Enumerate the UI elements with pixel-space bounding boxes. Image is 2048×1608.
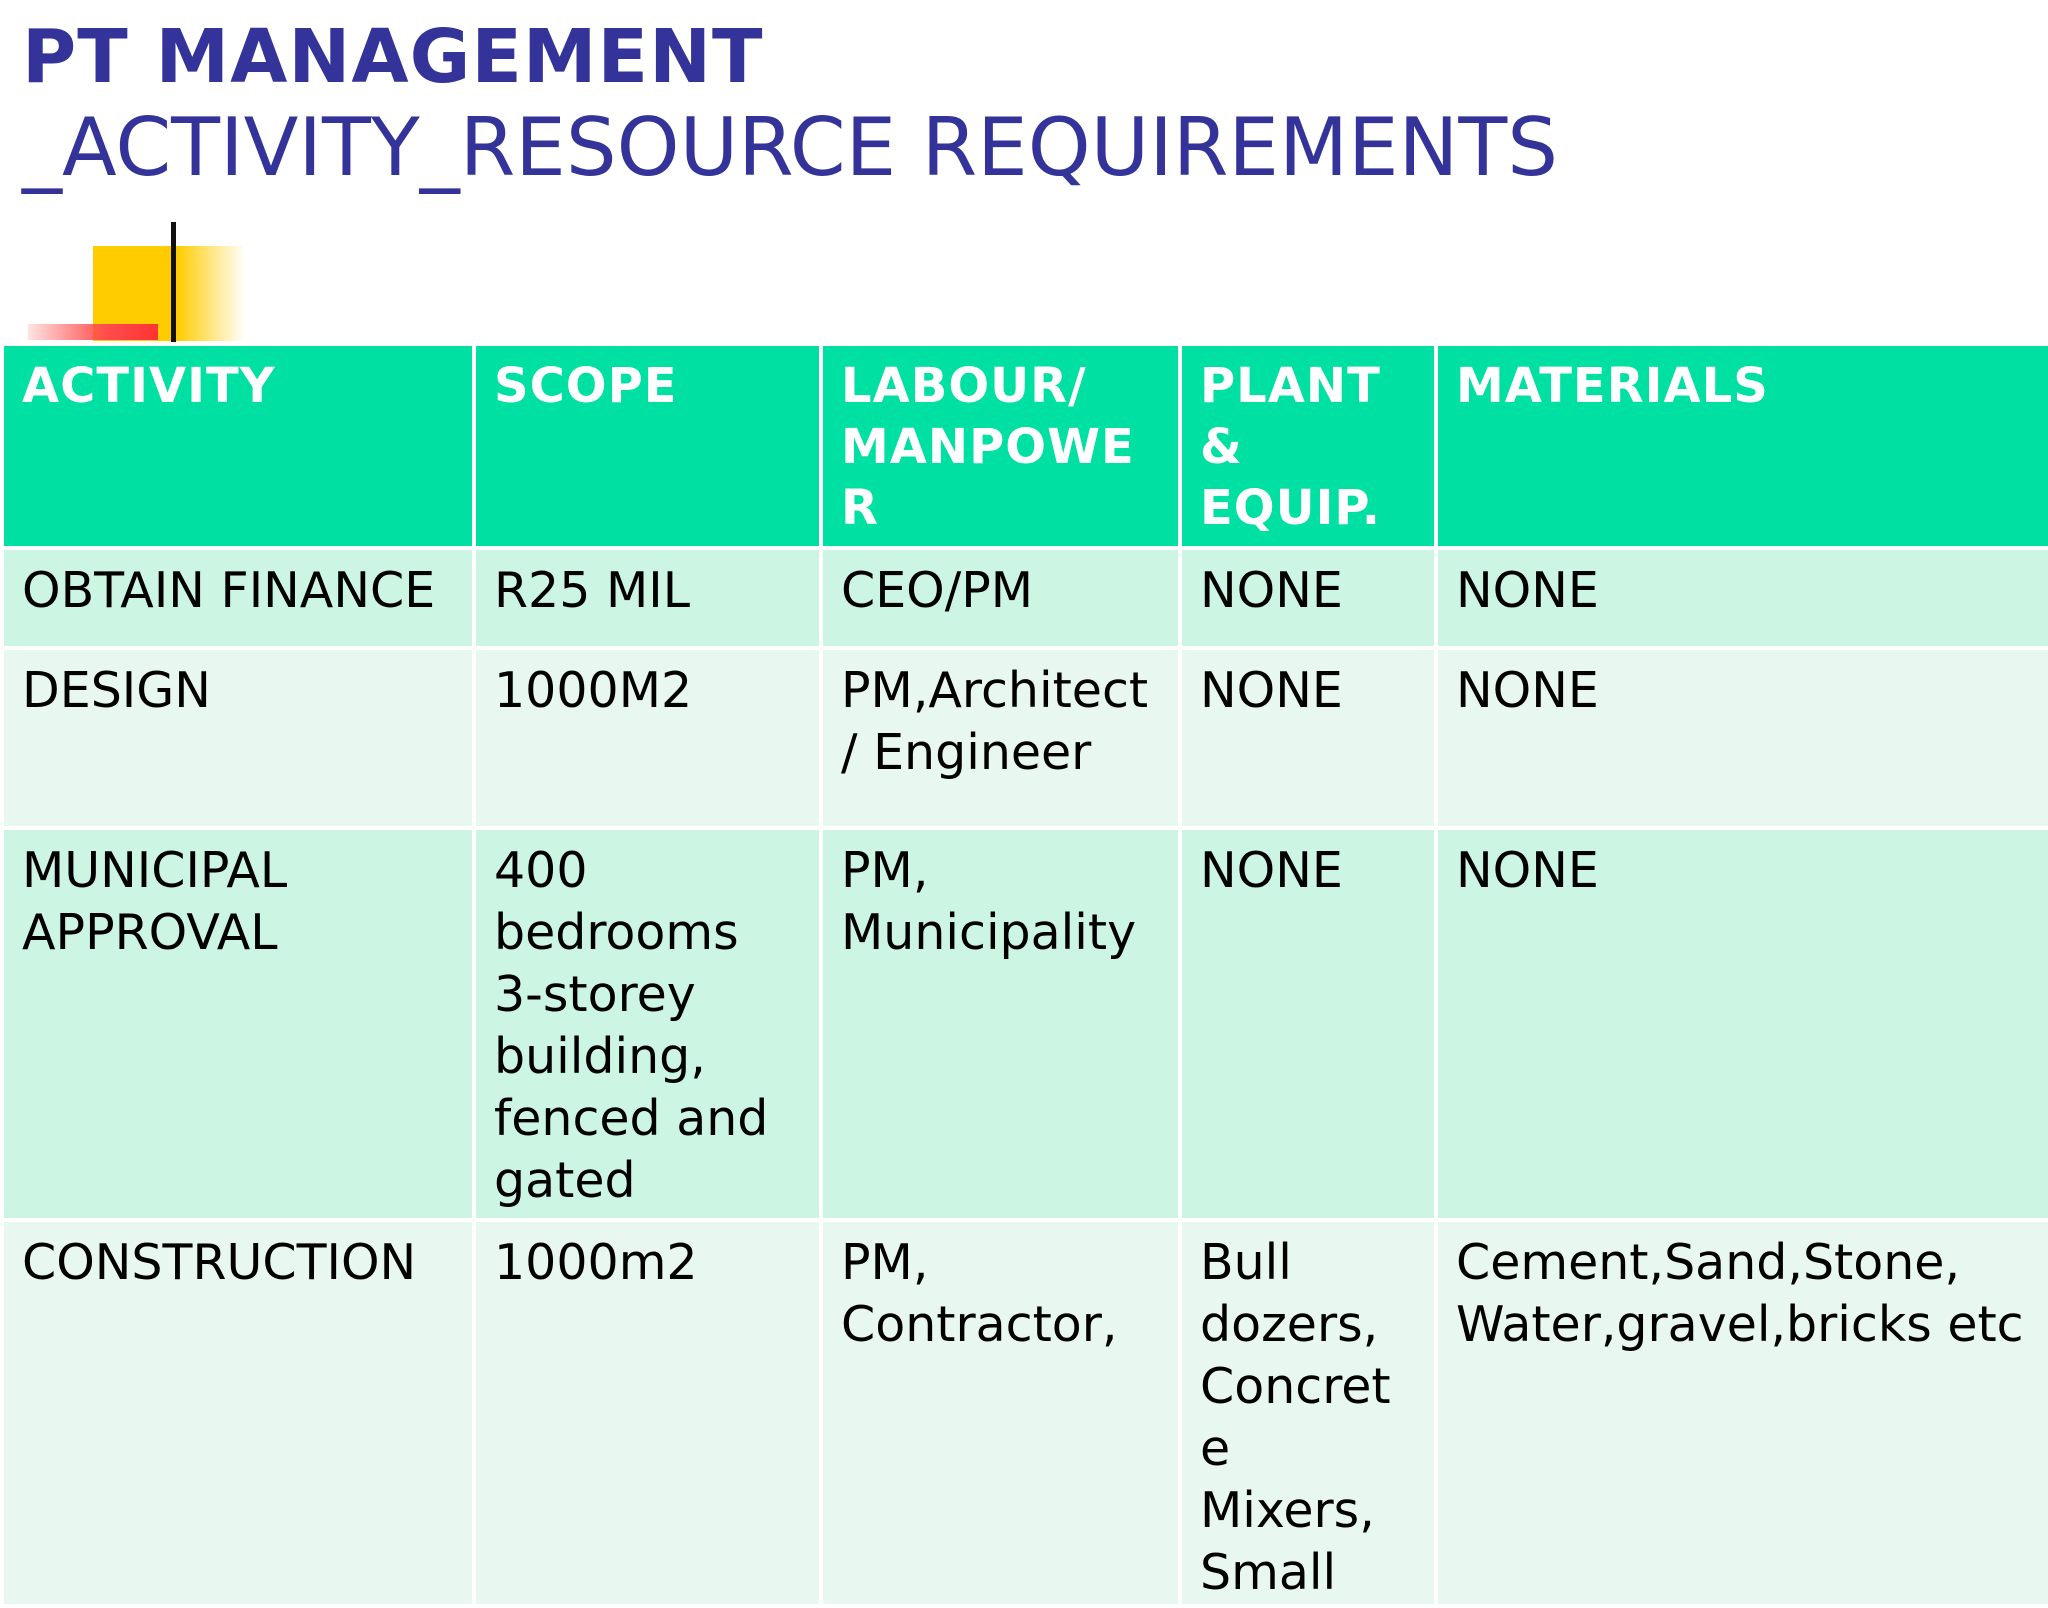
page-subtitle: _ACTIVITY_RESOURCE REQUIREMENTS: [22, 101, 1559, 194]
table-row: [2, 828, 2048, 1220]
cell-activity: MUNICIPAL APPROVAL: [2, 828, 474, 1220]
header-activity: ACTIVITY: [2, 344, 474, 548]
logo-vertical-line: [171, 222, 176, 342]
header-plant-equip: PLANT & EQUIP.: [1180, 344, 1436, 548]
cell-activity: CONSTRUCTION: [2, 1220, 474, 1606]
header-scope: SCOPE: [474, 344, 821, 548]
cell-materials: Cement,Sand,Stone, Water,gravel,bricks etc: [1436, 1220, 2048, 1606]
page-title: PT MANAGEMENT: [22, 14, 764, 100]
cell-plant: NONE: [1180, 648, 1436, 828]
cell-activity: DESIGN: [2, 648, 474, 828]
table-row: [2, 648, 2048, 828]
cell-materials: NONE: [1436, 828, 2048, 1220]
cell-plant: NONE: [1180, 548, 1436, 648]
cell-labour: PM, Contractor,: [821, 1220, 1180, 1606]
cell-activity: OBTAIN FINANCE: [2, 548, 474, 648]
cell-scope: 1000m2: [474, 1220, 821, 1606]
table-header-row: [2, 344, 2048, 548]
logo-red-bar: [28, 324, 158, 340]
cell-scope: R25 MIL: [474, 548, 821, 648]
cell-materials: NONE: [1436, 548, 2048, 648]
table-row: [2, 1220, 2048, 1606]
resource-requirements-table: [0, 342, 2048, 1608]
cell-plant: NONE: [1180, 828, 1436, 1220]
table-row: [2, 548, 2048, 648]
header-labour-manpower: LABOUR/ MANPOWER: [821, 344, 1180, 548]
header-materials: MATERIALS: [1436, 344, 2048, 548]
cell-plant: Bull dozers, Concrete Mixers, Small: [1180, 1220, 1436, 1606]
cell-labour: CEO/PM: [821, 548, 1180, 648]
cell-labour: PM, Municipality: [821, 828, 1180, 1220]
cell-scope: 1000M2: [474, 648, 821, 828]
decorative-logo: [0, 0, 260, 345]
cell-labour: PM,Architect/ Engineer: [821, 648, 1180, 828]
cell-materials: NONE: [1436, 648, 2048, 828]
cell-scope: 400 bedrooms 3-storey building, fenced and gated: [474, 828, 821, 1220]
